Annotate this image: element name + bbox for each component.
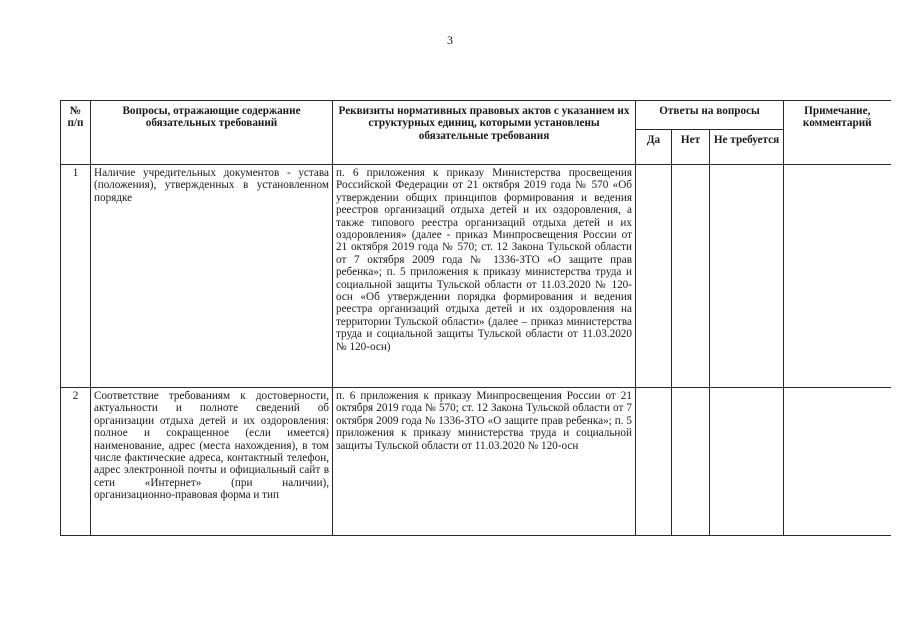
header-comment: Примечание, комментарий (784, 101, 891, 165)
requirements-table (60, 100, 891, 536)
answer-not-required-cell[interactable] (710, 165, 784, 388)
answer-yes-cell[interactable] (636, 165, 672, 388)
row-question: Наличие учредительных документов - устава (положения), утвержденных в установленном порядке (91, 165, 333, 388)
answer-not-required-cell[interactable] (710, 388, 784, 536)
header-answer-not-required: Не требуется (710, 130, 784, 165)
row-reference: п. 6 приложения к приказу Минпросвещения России от 21 октября 2019 года № 570; ст. 12 Закона Тульской области от 7 октября 2009 года № 1336-ЗТО «О защите прав ребенка»; п. 5 приложения к приказу министерства труда и социальной защиты Тульской области от 11.03.2020 № 120-осн (333, 388, 636, 536)
header-requisites: Реквизиты нормативных правовых актов с указанием их структурных единиц, которыми установлены обязательные требования (333, 101, 636, 165)
header-answer-yes: Да (636, 130, 672, 165)
comment-cell[interactable] (784, 388, 891, 536)
answer-no-cell[interactable] (672, 165, 710, 388)
answer-yes-cell[interactable] (636, 388, 672, 536)
table-row (61, 165, 891, 388)
row-number: 1 (61, 165, 91, 388)
comment-cell[interactable] (784, 165, 891, 388)
header-questions: Вопросы, отражающие содержание обязательных требований (91, 101, 333, 165)
row-number: 2 (61, 388, 91, 536)
row-reference: п. 6 приложения к приказу Министерства просвещения Российской Федерации от 21 октября 2019 года № 570 «Об утверждении общих принципов формирования и ведения реестров организаций отдыха детей и их оздоровления, а также типового реестра организаций отдыха детей и их оздоровления» (далее - приказ Минпросвещения России от 21 октября 2019 года № 570; ст. 12 Закона Тульской области от 7 октября 2009 года № 1336-ЗТО «О защите прав ребенка»; п. 5 приложения к приказу министерства труда и социальной защиты Тульской области от 11.03.2020 № 120-осн «Об утверждении порядка формирования и ведения реестра организаций отдыха детей и их оздоровления на территории Тульской области» (далее – приказ министерства труда и социальной защиты Тульской области от 11.03.2020 № 120-осн) (333, 165, 636, 388)
header-answer-no: Нет (672, 130, 710, 165)
header-answers: Ответы на вопросы (636, 101, 784, 130)
header-num: № п/п (61, 101, 91, 165)
answer-no-cell[interactable] (672, 388, 710, 536)
table-header-row (61, 101, 891, 130)
page-number: 3 (447, 33, 453, 47)
row-question: Соответствие требованиям к достоверности, актуальности и полноте сведений об организации отдыха детей и их оздоровления: полное и сокращенное (если имеется) наименование, адрес (места нахождения), в том числе фактические адреса, контактный телефон, адрес электронной почты и официальный сайт в сети «Интернет» (при наличии), организационно-правовая форма и тип (91, 388, 333, 536)
table-row (61, 388, 891, 536)
